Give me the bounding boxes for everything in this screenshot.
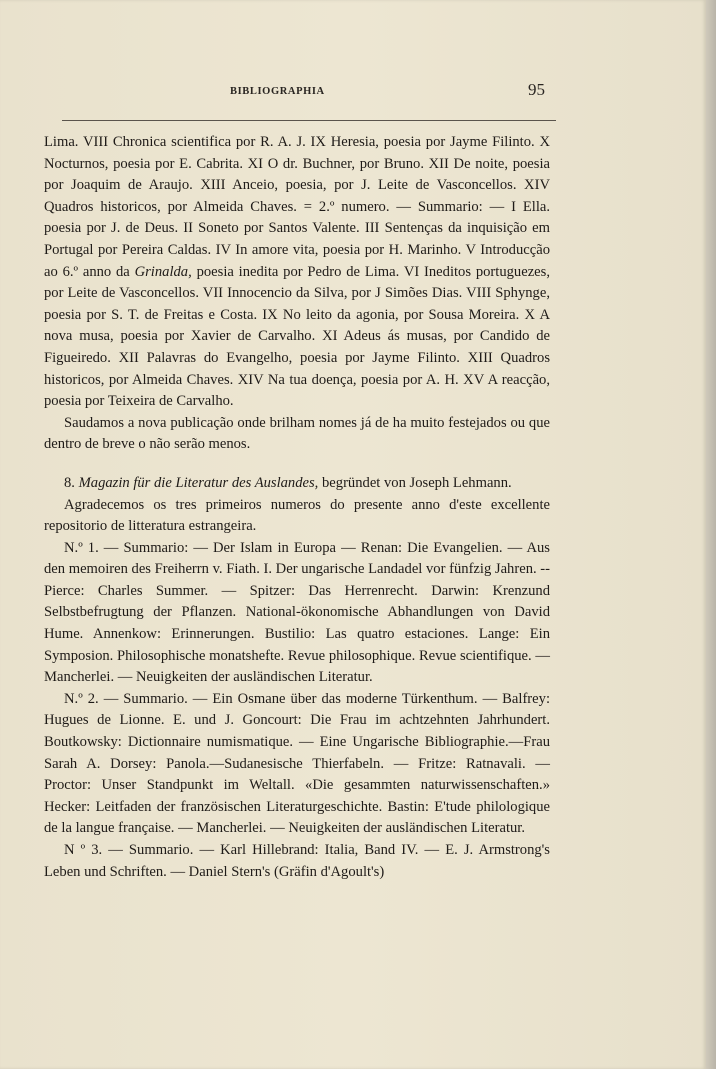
- page-edge: [706, 0, 716, 1069]
- continuation-italic-title: Grinalda,: [134, 263, 192, 280]
- section-gap: [44, 456, 550, 473]
- closing-paragraph: Saudamos a nova publicação onde brilham nomes já de ha muito festejados ou que dentro de breve o não serão menos.: [44, 414, 550, 453]
- entry-8-number: 8.: [64, 474, 75, 491]
- entry-8-issue-3: N º 3. — Summario. — Karl Hillebrand: Italia, Band IV. — E. J. Armstrong's Leben und Schriften. — Daniel Stern's (Gräfin d'Agoult's): [44, 842, 550, 880]
- entry-8-issue-1: N.º 1. — Summario: — Der Islam in Europa — Renan: Die Evangelien. — Aus den memoiren des Freiherrn v. Fiath. I. Der ungarische Landadel vor fünfzig Jahren. -- Pierce: Charles Summer. — Spitzer: Das Herrenrecht. Darwin: Krenzund Selbstbefrugtung der Pflanzen. National-ökonomische Abhandlungen von David Hume. Annenkow: Erinnerungen. Bustilio: Las quatro estaciones. Lange: Ein Symposion. Philosophische monatshefte. Revue philosophique. Revue scientifique. — Mancherlei. — Neuigkeiten der ausländischen Literatur.: [44, 539, 551, 686]
- continuation-text: Lima. VIII Chronica scientifica por R. A. J. IX Heresia, poesia por Jayme Filinto. X Nocturnos, poesia por E. Cabrita. XI O dr. Buchner, por Bruno. XII De noite, poesia por Joaquim de Araujo. XIII Anceio, poesia, por J. Leite de Vasconcellos. XIV Quadros historicos, por Almeida Chaves. = 2.º numero. — Summario: — I Ella. poesia por J. de Deus. II Soneto por Santos Valente. III Sentenças da inquisição em Portugal por Pereira Caldas. IV In amore vita, poesia por H. Marinho. V Introducção ao 6.º anno da: [44, 134, 550, 280]
- header-rule: [62, 120, 556, 121]
- running-head: BIBLIOGRAPHIA: [230, 86, 325, 97]
- body-text: [44, 132, 550, 883]
- entry-8-thanks: Agradecemos os tres primeiros numeros do presente anno d'este excellente repositorio de litteratura estrangeira.: [44, 496, 550, 535]
- entry-8-rest: begründet von Joseph Lehmann.: [318, 474, 512, 491]
- continuation-text-after: poesia inedita por Pedro de Lima. VI Ineditos portuguezes, por Leite de Vasconcellos. VII Innocencio da Silva, por J Simões Dias. VIII Sphynge, poesia por S. T. de Freitas e Costa. IX No leito da agonia, por Sousa Moreira. X A nova musa, poesia por Xavier de Carvalho. XI Adeus ás musas, por Candido de Figueiredo. XII Palavras do Evangelho, poesia por Jayme Filinto. XIII Quadros historicos, por Almeida Chaves. XIV Na tua doença, poesia por A. H. XV A reacção, poesia por Teixeira de Carvalho.: [44, 263, 550, 410]
- entry-8-title: Magazin für die Literatur des Auslandes,: [78, 474, 319, 491]
- entry-8-heading: [44, 473, 550, 495]
- page-number: 95: [528, 80, 545, 99]
- entry-8-issue-2: N.º 2. — Summario. — Ein Osmane über das moderne Türkenthum. — Balfrey: Hugues de Lionne. E. und J. Goncourt: Die Frau im achtzehnten Jahrhundert. Boutkowsky: Dictionnaire numismatique. — Eine Ungarische Bibliographie.—Frau Sarah A. Dorsey: Panola.—Sudanesische Thierfabeln. — Fritze: Ratnavali. — Proctor: Unser Standpunkt im Weltall. «Die gesammten naturwissenschaften.» Hecker: Leitfaden der französischen Literaturgeschichte. Bastin: E'tude philologique de la langue française. — Mancherlei. — Neuigkeiten der ausländischen Literatur.: [44, 690, 550, 837]
- continuation-paragraph: [44, 132, 550, 413]
